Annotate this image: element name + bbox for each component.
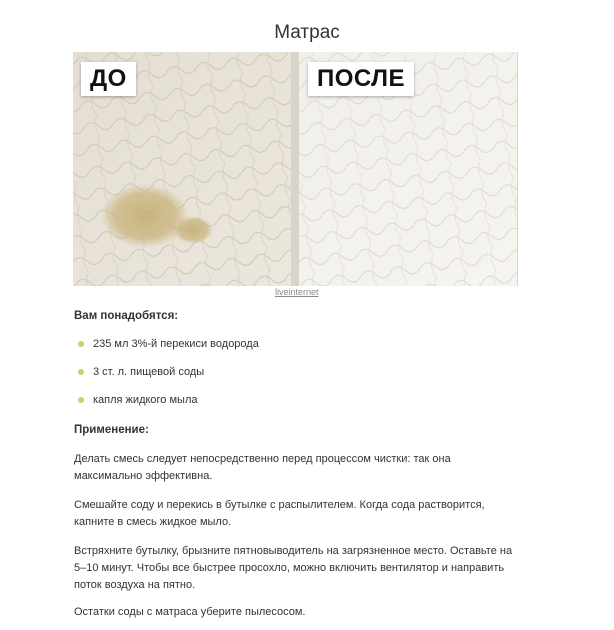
page-title: Матрас	[274, 22, 340, 43]
list-item	[78, 337, 259, 365]
bullet-icon	[78, 341, 84, 347]
list-item	[78, 393, 259, 421]
mattress-before-photo	[73, 52, 291, 286]
list-item	[78, 365, 259, 393]
mattress-after-photo	[299, 52, 517, 286]
needed-heading: Вам понадобятся:	[74, 310, 179, 322]
list-item-text: 3 ст. л. пищевой соды	[93, 366, 205, 378]
before-label: ДО	[81, 62, 136, 96]
list-item-text: капля жидкого мыла	[93, 394, 198, 406]
image-credit-link[interactable]: liveinternet	[275, 287, 319, 297]
bullet-icon	[78, 397, 84, 403]
usage-heading: Применение:	[74, 424, 149, 436]
usage-paragraph: Смешайте соду и перекись в бутылке с распылителем. Когда сода растворится, капните в смесь жидкое мыло.	[74, 499, 485, 528]
bullet-icon	[78, 369, 84, 375]
usage-paragraph: Встряхните бутылку, брызните пятновыводитель на загрязненное место. Оставьте на 5–10 минут. Чтобы все быстрее просохло, можно включить вентилятор и направить поток воздуха на пятно.	[74, 545, 513, 591]
needed-list	[78, 337, 259, 421]
after-label: ПОСЛЕ	[308, 62, 414, 96]
usage-paragraph: Остатки соды с матраса уберите пылесосом.	[74, 606, 306, 618]
before-after-photo	[73, 52, 518, 286]
list-item-text: 235 мл 3%-й перекиси водорода	[93, 338, 259, 350]
usage-paragraph: Делать смесь следует непосредственно перед процессом чистки: так она максимально эффективна.	[74, 453, 451, 482]
